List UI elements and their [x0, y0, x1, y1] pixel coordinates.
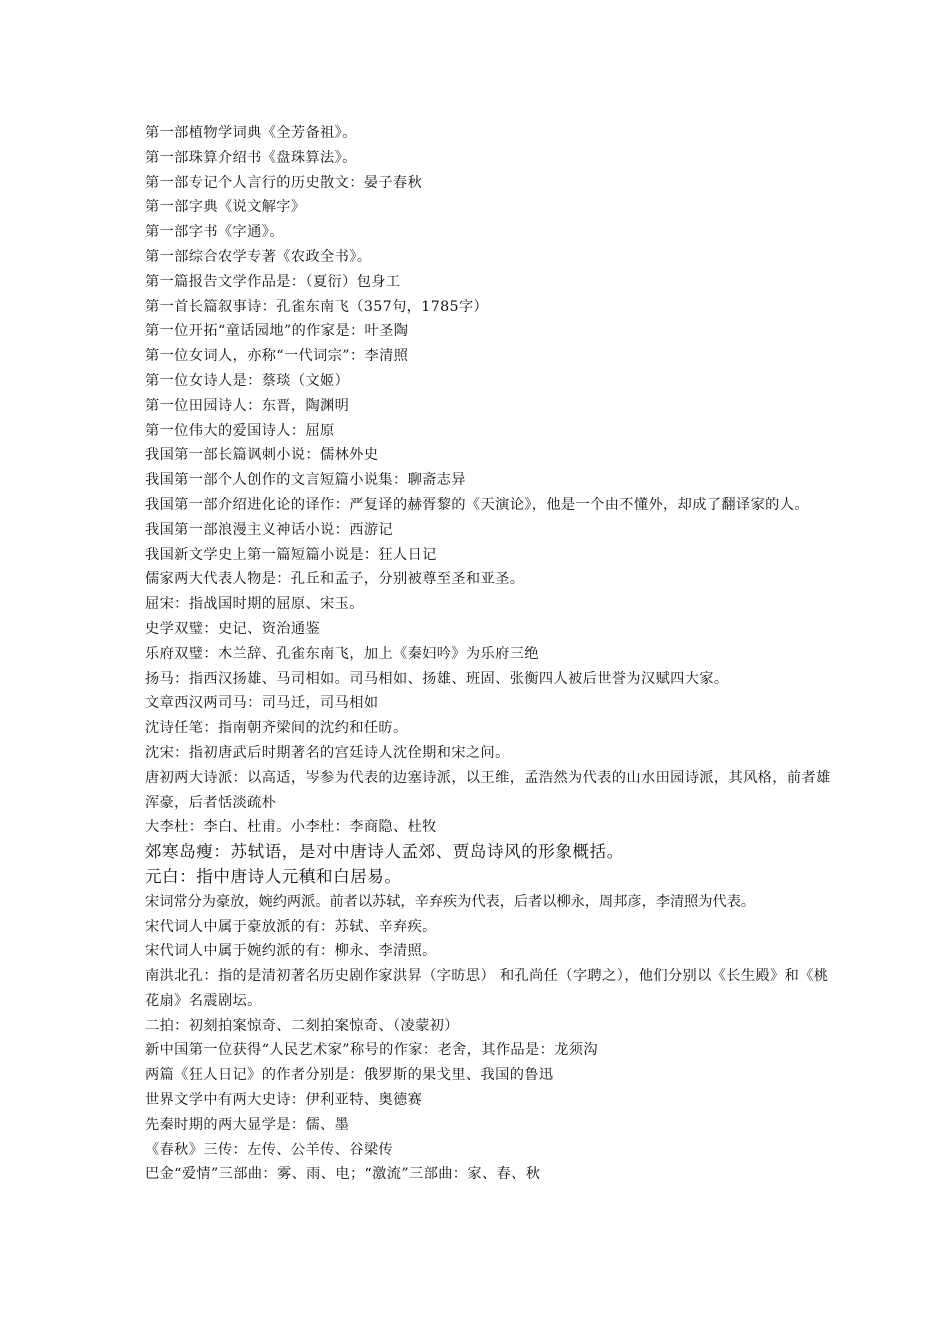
- text-line: 第一位伟大的爱国诗人：屈原: [145, 422, 335, 439]
- text-paragraph: 南洪北孔：指的是清初著名历史剧作家洪昇（字昉思） 和孔尚任（字聘之），他们分别以《长生殿》和《桃花扇》名震剧坛。: [145, 968, 829, 1009]
- text-line: 两篇《狂人日记》的作者分别是：俄罗斯的果戈里、我国的鲁迅: [145, 1067, 554, 1084]
- text-line: 大李杜：李白、杜甫。小李杜：李商隐、杜牧: [145, 819, 437, 836]
- text-line: 第一位女诗人是：蔡琰（文姬）: [145, 372, 350, 389]
- text-line: 世界文学中有两大史诗：伊利亚特、奥德赛: [145, 1092, 423, 1109]
- text-line: 文章西汉两司马：司马迁，司马相如: [145, 695, 379, 712]
- text-line: 郊寒岛瘦：苏轼语，是对中唐诗人孟郊、贾岛诗风的形象概括。: [145, 842, 624, 862]
- text-line: 宋词常分为豪放，婉约两派。前者以苏轼，辛弃疾为代表，后者以柳永，周邦彦，李清照为代表。: [145, 893, 756, 910]
- text-line: 第一位开拓“童话园地”的作家是：叶圣陶: [145, 323, 409, 340]
- text-line: 第一首长篇叙事诗：孔雀东南飞（357句，1785字）: [145, 298, 489, 315]
- text-line: 第一部珠算介绍书《盘珠算法》。: [145, 149, 357, 166]
- text-line: 二拍：初刻拍案惊奇、二刻拍案惊奇、（凌蒙初）: [145, 1017, 459, 1034]
- text-line: 史学双璧：史记、资治通鉴: [145, 620, 321, 637]
- text-line: 新中国第一位获得“人民艺术家”称号的作家：老舍，其作品是：龙须沟: [145, 1042, 598, 1059]
- text-paragraph: 唐初两大诗派：以高适，岑参为代表的边塞诗派，以王维，孟浩然为代表的山水田园诗派，其风格，前者雄浑豪，后者恬淡疏朴: [145, 769, 831, 811]
- text-line: 第一位田园诗人：东晋，陶渊明: [145, 397, 350, 414]
- text-paragraph: 我国第一部介绍进化论的译作：严复译的赫胥黎的《天演论》，他是一个由不懂外，却成了翻译家的人。: [145, 496, 809, 513]
- text-line: 我国新文学史上第一篇短篇小说是：狂人日记: [145, 546, 437, 563]
- text-line: 第一部植物学词典《全芳备祖》。: [145, 125, 357, 141]
- text-line: 我国第一部浪漫主义神话小说：西游记: [145, 521, 393, 538]
- text-line: 我国第一部长篇讽刺小说：儒林外史: [145, 447, 379, 464]
- text-line: 先秦时期的两大显学是：儒、墨: [145, 1116, 350, 1133]
- text-line: 元白：指中唐诗人元稹和白居易。: [145, 866, 402, 886]
- text-line: 《春秋》三传：左传、公羊传、谷梁传: [145, 1141, 393, 1158]
- text-line: 扬马：指西汉扬雄、马司相如。司马相如、扬雄、班固、张衡四人被后世誉为汉赋四大家。: [145, 670, 729, 687]
- text-line: 宋代词人中属于婉约派的有：柳永、李清照。: [145, 943, 437, 960]
- text-line: 第一部字典《说文解字》: [145, 199, 306, 216]
- text-line: 屈宋：指战国时期的屈原、宋玉。: [145, 596, 364, 613]
- text-line: 我国第一部个人创作的文言短篇小说集：聊斋志异: [145, 472, 466, 489]
- text-line: 第一位女词人，亦称“一代词宗”：李清照: [145, 348, 409, 365]
- text-line: 第一部字书《字通》。: [145, 224, 284, 241]
- text-line: 沈诗任笔：指南朝齐梁间的沈约和任昉。: [145, 720, 408, 737]
- text-line: 第一部综合农学专著《农政全书》。: [145, 248, 372, 265]
- document-body: [145, 121, 835, 1187]
- text-line: 沈宋：指初唐武后时期著名的宫廷诗人沈佺期和宋之问。: [145, 744, 510, 761]
- text-line: 乐府双璧：木兰辞、孔雀东南飞，加上《秦妇吟》为乐府三绝: [145, 645, 539, 662]
- text-line: 第一篇报告文学作品是：（夏衍）包身工: [145, 273, 401, 290]
- text-line: 儒家两大代表人物是：孔丘和孟子，分别被尊至圣和亚圣。: [145, 571, 525, 588]
- text-line: 宋代词人中属于豪放派的有：苏轼、辛弃疾。: [145, 918, 437, 935]
- text-line: 巴金“爱情”三部曲：雾、雨、电；“激流”三部曲：家、春、秋: [145, 1166, 541, 1183]
- text-line: 第一部专记个人言行的历史散文：晏子春秋: [145, 174, 423, 191]
